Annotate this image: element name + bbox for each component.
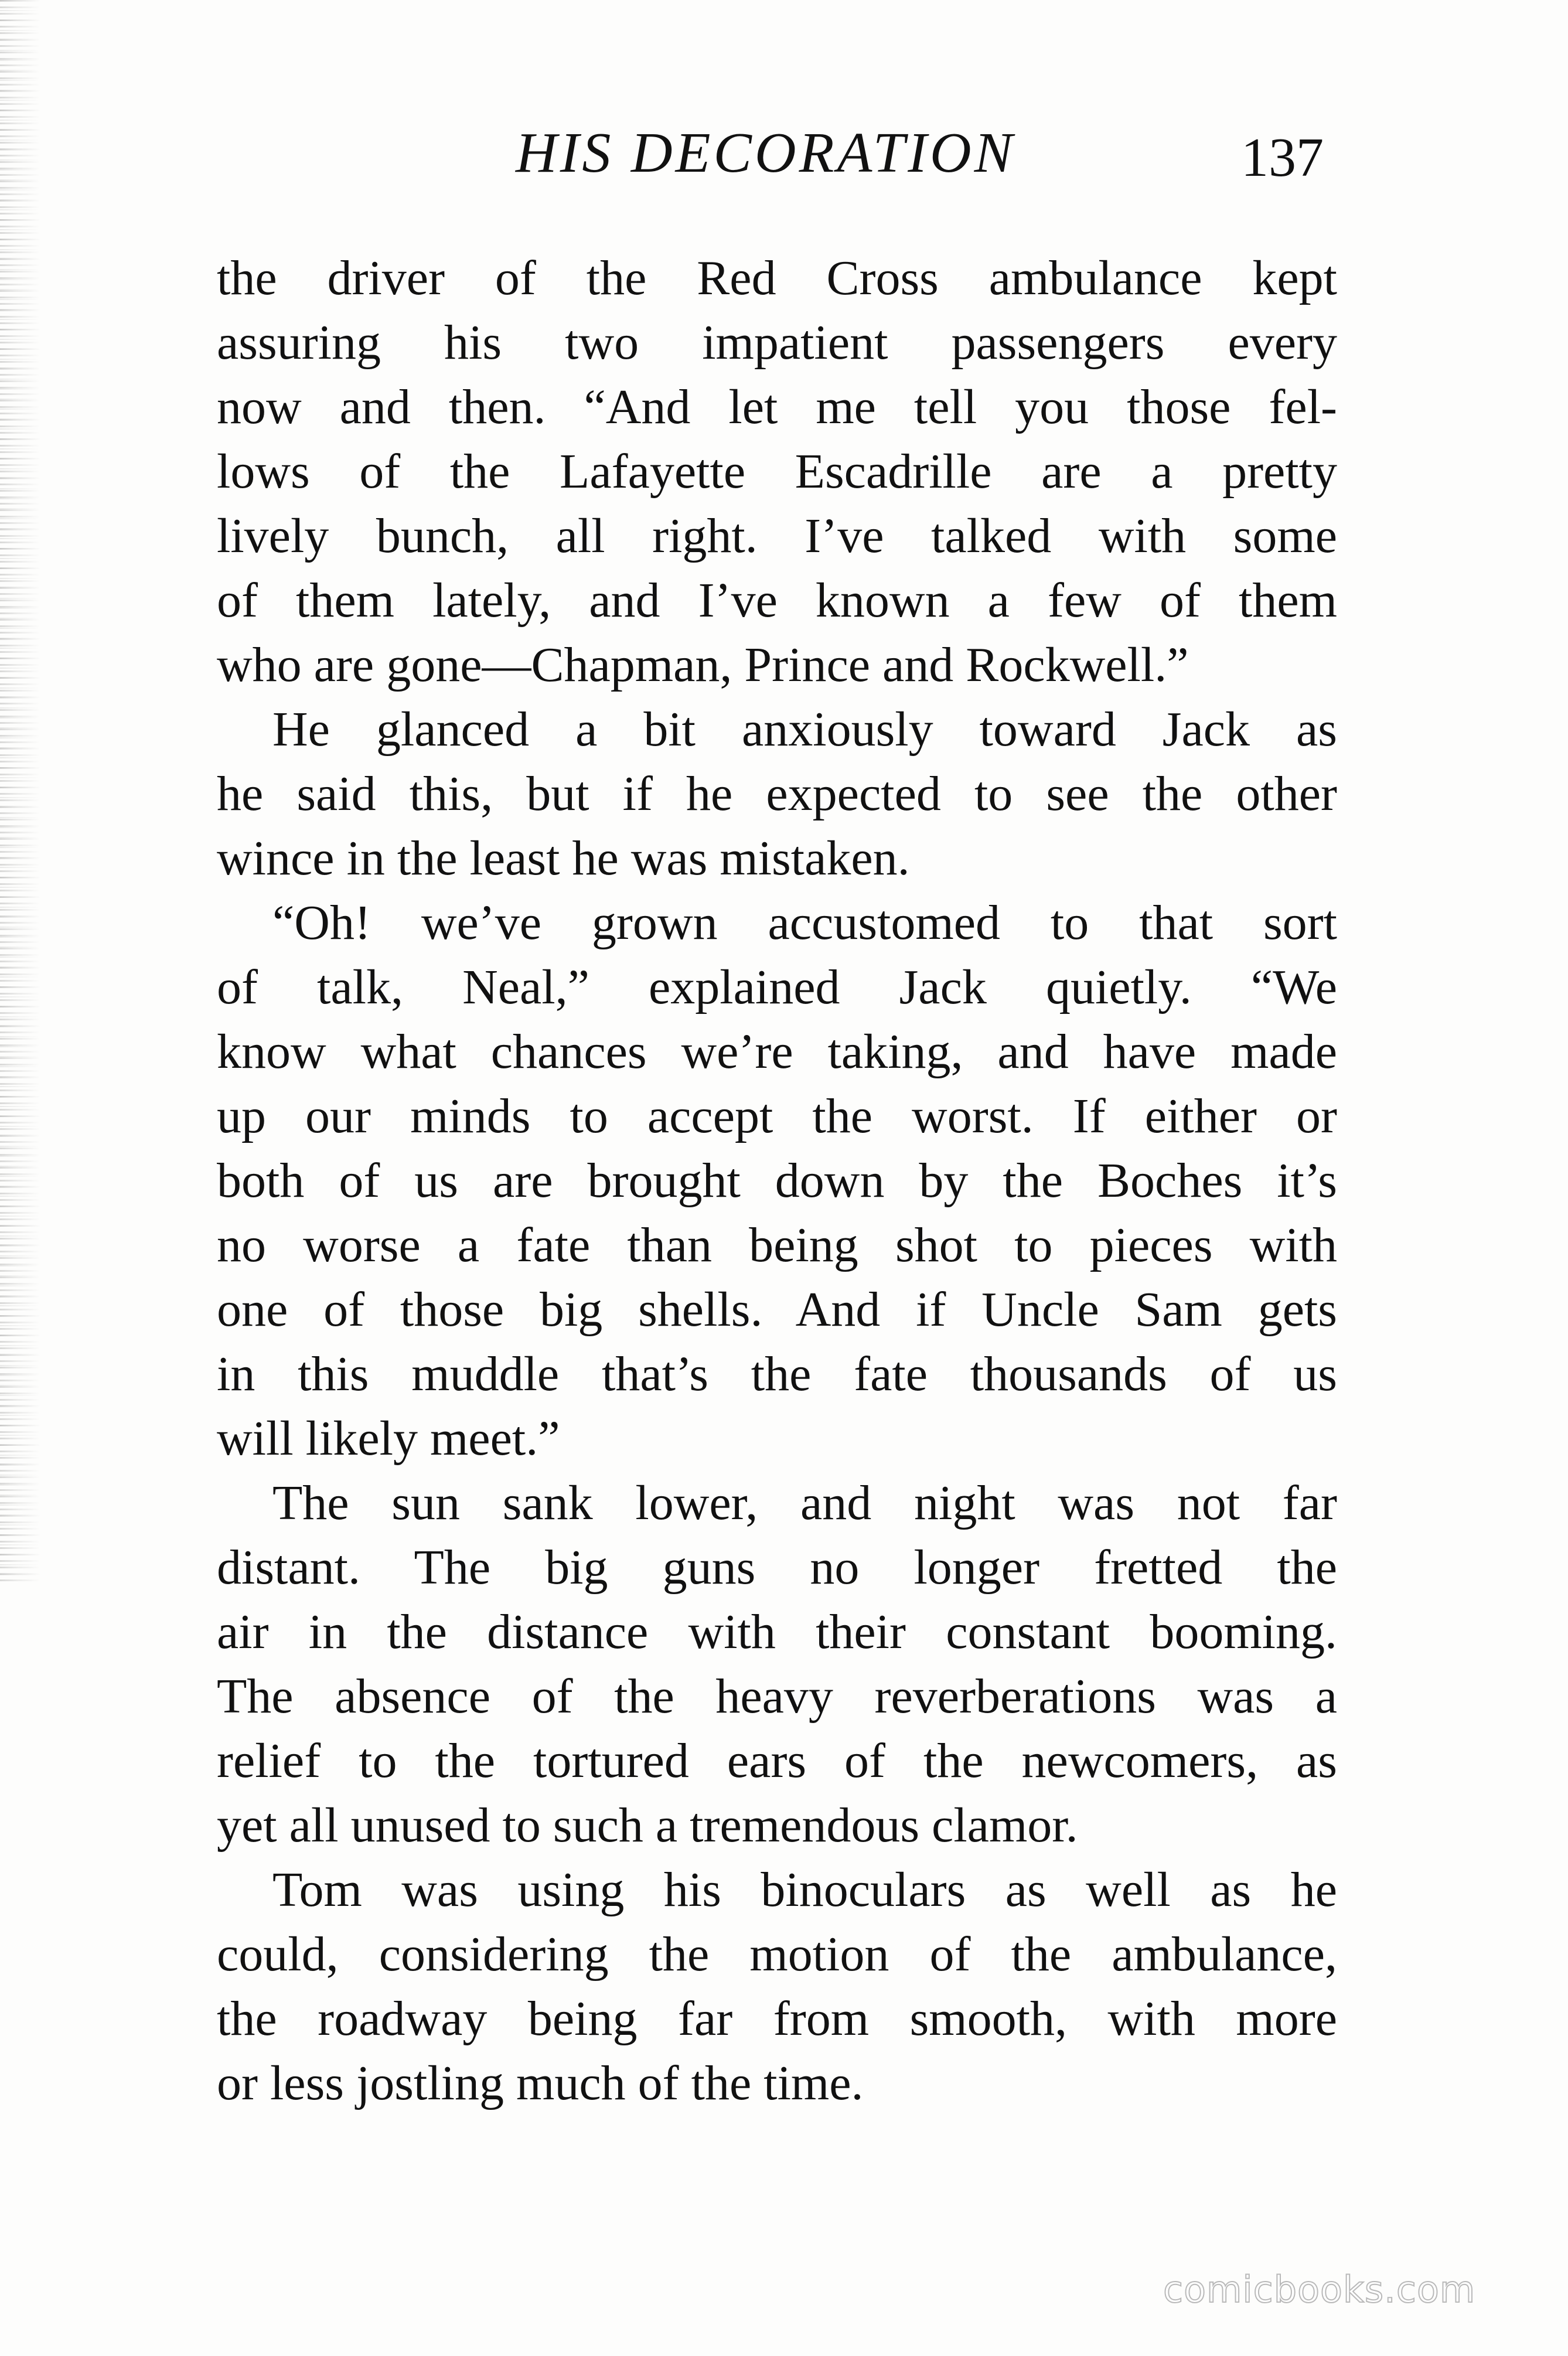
text-line: Tom was using his binoculars as well as he [272, 1863, 1337, 1917]
text-line: He glanced a bit anxiously toward Jack as [272, 702, 1337, 757]
text-line: of talk, Neal,” explained Jack quietly. “We [217, 960, 1337, 1014]
watermark: comicbooks.com [1163, 2268, 1476, 2311]
running-head: HIS DECORATION [516, 121, 1016, 185]
body-text [217, 246, 1337, 2116]
text-line: assuring his two impatient passengers every [217, 315, 1337, 370]
text-line: know what chances we’re taking, and have made [217, 1024, 1337, 1079]
text-line: “Oh! we’ve grown accustomed to that sort [272, 896, 1337, 950]
text-line: The absence of the heavy reverberations was a [217, 1669, 1337, 1724]
text-line: in this muddle that’s the fate thousands of us [217, 1347, 1337, 1401]
text-line: he said this, but if he expected to see the other [217, 767, 1337, 821]
text-line: air in the distance with their constant booming. [217, 1605, 1337, 1659]
text-line: yet all unused to such a tremendous clamor. [217, 1798, 1078, 1853]
text-line: will likely meet.” [217, 1411, 560, 1466]
text-line: wince in the least he was mistaken. [217, 831, 910, 886]
text-line: one of those big shells. And if Uncle Sam gets [217, 1282, 1337, 1337]
text-line: could, considering the motion of the ambulance, [217, 1927, 1337, 1982]
text-line: lows of the Lafayette Escadrille are a pretty [217, 444, 1337, 499]
text-line: the roadway being far from smooth, with more [217, 1991, 1337, 2046]
text-line: up our minds to accept the worst. If either or [217, 1089, 1337, 1143]
text-line: of them lately, and I’ve known a few of them [217, 573, 1337, 628]
scan-margin-speckle [0, 0, 41, 1582]
text-line: lively bunch, all right. I’ve talked with some [217, 509, 1337, 563]
page-number: 137 [1241, 127, 1324, 188]
text-line: both of us are brought down by the Boches it’s [217, 1153, 1337, 1208]
text-line: now and then. “And let me tell you those fel- [217, 380, 1337, 434]
text-line: relief to the tortured ears of the newcomers, as [217, 1734, 1337, 1788]
text-line: who are gone—Chapman, Prince and Rockwell.” [217, 638, 1189, 692]
text-line: or less jostling much of the time. [217, 2056, 864, 2110]
text-line: distant. The big guns no longer fretted the [217, 1540, 1337, 1595]
text-line: The sun sank lower, and night was not far [272, 1476, 1337, 1530]
text-line: the driver of the Red Cross ambulance kept [217, 251, 1337, 305]
text-line: no worse a fate than being shot to pieces with [217, 1218, 1337, 1272]
